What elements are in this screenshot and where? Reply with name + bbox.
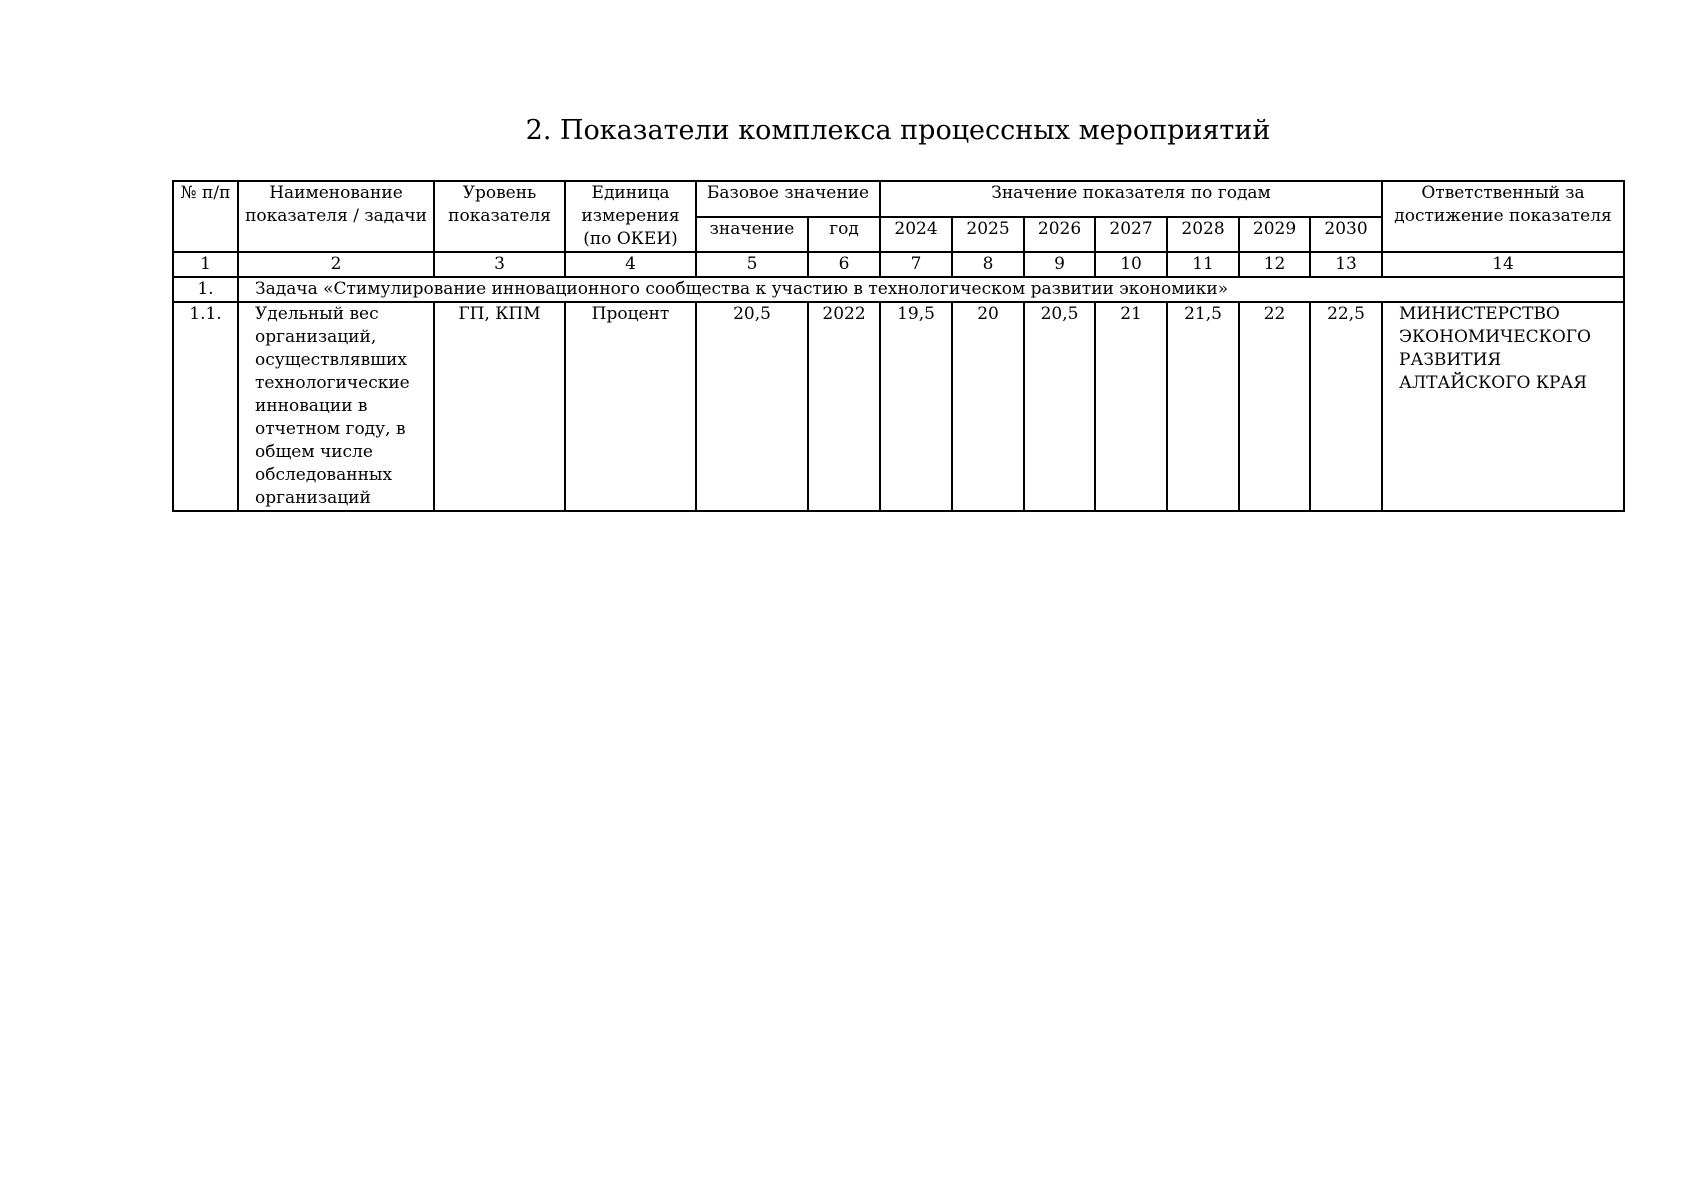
header-unit: Единица измерения (по ОКЕИ): [565, 181, 696, 252]
header-base-year: год: [808, 217, 880, 253]
header-base-value: значение: [696, 217, 808, 253]
year-value: 20: [952, 302, 1024, 511]
header-row-1: [173, 181, 1624, 217]
column-number: 9: [1024, 252, 1095, 277]
indicator-level: ГП, КПМ: [434, 302, 565, 511]
column-number: 3: [434, 252, 565, 277]
header-year: 2024: [880, 217, 952, 253]
column-number: 1: [173, 252, 238, 277]
page-title: 2. Показатели комплекса процессных мероприятий: [525, 115, 1271, 146]
header-year: 2026: [1024, 217, 1095, 253]
base-value: 20,5: [696, 302, 808, 511]
column-number: 4: [565, 252, 696, 277]
column-number: 12: [1239, 252, 1310, 277]
header-year: 2028: [1167, 217, 1239, 253]
header-years-group: Значение показателя по годам: [880, 181, 1382, 217]
column-number: 8: [952, 252, 1024, 277]
header-name: Наименование показателя / задачи: [238, 181, 434, 252]
year-value: 21,5: [1167, 302, 1239, 511]
header-responsible: Ответственный за достижение показателя: [1382, 181, 1624, 252]
column-number: 13: [1310, 252, 1382, 277]
year-value: 19,5: [880, 302, 952, 511]
column-number: 7: [880, 252, 952, 277]
header-year: 2025: [952, 217, 1024, 253]
year-value: 22,5: [1310, 302, 1382, 511]
header-level: Уровень показателя: [434, 181, 565, 252]
column-number-row: [173, 252, 1624, 277]
header-num: № п/п: [173, 181, 238, 252]
column-number: 11: [1167, 252, 1239, 277]
task-row: [173, 277, 1624, 302]
column-number: 10: [1095, 252, 1167, 277]
indicator-unit: Процент: [565, 302, 696, 511]
base-year: 2022: [808, 302, 880, 511]
year-value: 21: [1095, 302, 1167, 511]
indicator-name: Удельный вес организаций, осуществлявших технологические инновации в отчетном году, в общем числе обследованных организаций: [238, 302, 434, 511]
header-year: 2027: [1095, 217, 1167, 253]
table-row: [173, 302, 1624, 511]
column-number: 5: [696, 252, 808, 277]
column-number: 6: [808, 252, 880, 277]
column-number: 2: [238, 252, 434, 277]
column-number: 14: [1382, 252, 1624, 277]
task-number: 1.: [173, 277, 238, 302]
responsible-party: МИНИСТЕРСТВО ЭКОНОМИЧЕСКОГО РАЗВИТИЯ АЛТАЙСКОГО КРАЯ: [1382, 302, 1624, 511]
task-text: Задача «Стимулирование инновационного сообщества к участию в технологическом развитии экономики»: [238, 277, 1624, 302]
year-value: 22: [1239, 302, 1310, 511]
header-year: 2030: [1310, 217, 1382, 253]
row-number: 1.1.: [173, 302, 238, 511]
year-value: 20,5: [1024, 302, 1095, 511]
header-year: 2029: [1239, 217, 1310, 253]
header-base-group: Базовое значение: [696, 181, 880, 217]
indicators-table: [172, 180, 1625, 512]
